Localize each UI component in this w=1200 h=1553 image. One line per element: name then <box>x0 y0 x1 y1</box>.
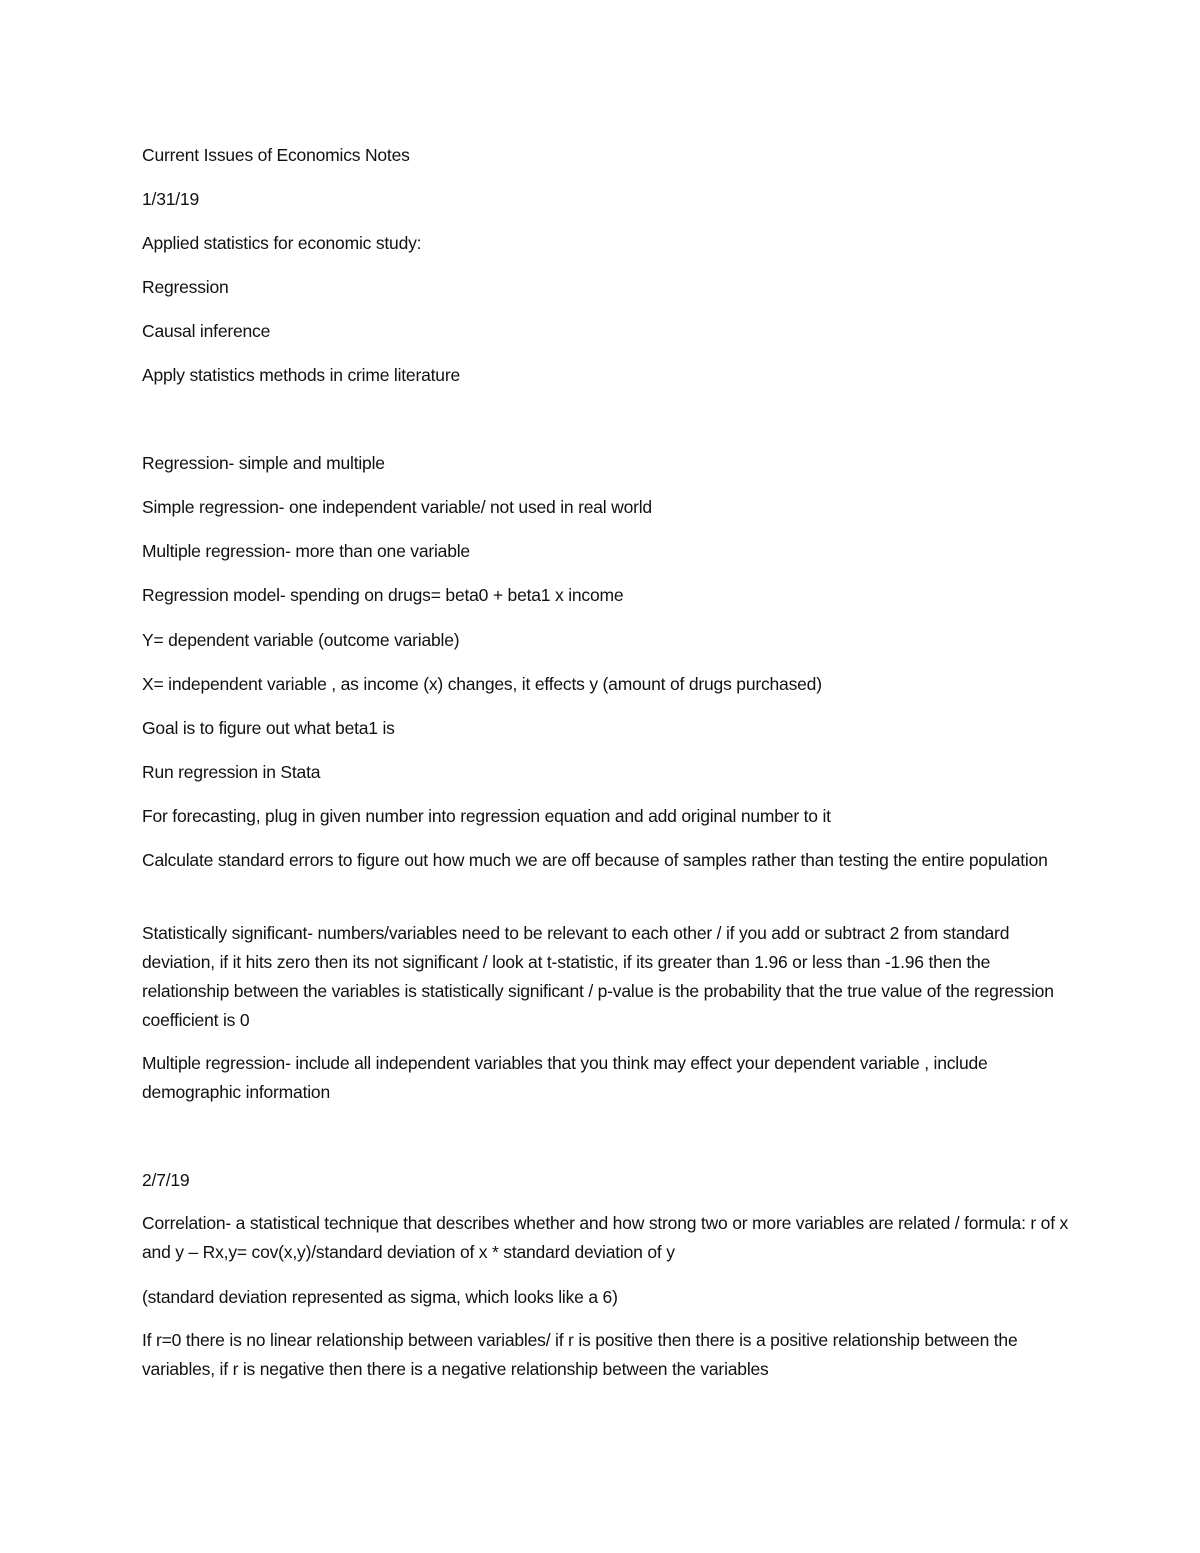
date-heading-2: 2/7/19 <box>142 1170 190 1190</box>
note-line: Multiple regression- more than one variable <box>142 541 470 561</box>
topics-heading: Applied statistics for economic study: <box>142 233 422 253</box>
note-paragraph: Correlation- a statistical technique that describes whether and how strong two or more variables are related / formula: r of x and y – Rx,y= cov(x,y)/standard deviation of x * standard deviation of y <box>142 1213 1069 1262</box>
document-title: Current Issues of Economics Notes <box>142 145 410 165</box>
topic-item: Causal inference <box>142 321 271 341</box>
note-line: Y= dependent variable (outcome variable) <box>142 630 460 650</box>
topic-item: Apply statistics methods in crime literature <box>142 365 460 385</box>
note-line: Run regression in Stata <box>142 762 321 782</box>
note-paragraph: Multiple regression- include all independent variables that you think may effect your dependent variable , include demographic information <box>142 1053 988 1102</box>
topic-item: Regression <box>142 277 229 297</box>
note-line: Simple regression- one independent variable/ not used in real world <box>142 497 652 517</box>
note-paragraph: Calculate standard errors to figure out how much we are off because of samples rather than testing the entire population <box>142 850 1048 870</box>
note-line: X= independent variable , as income (x) changes, it effects y (amount of drugs purchased) <box>142 674 822 694</box>
note-paragraph: If r=0 there is no linear relationship between variables/ if r is positive then there is a positive relationship between the variables, if r is negative then there is a negative relationship between the variables <box>142 1330 1018 1379</box>
note-line: Regression- simple and multiple <box>142 453 385 473</box>
note-paragraph: Statistically significant- numbers/variables need to be relevant to each other / if you add or subtract 2 from standard deviation, if it hits zero then its not significant / look at t-statistic, if its greater than 1.96 or less than -1.96 then the relationship between the variables is statistically significant / p-value is the probability that the true value of the regression coefficient is 0 <box>142 923 1054 1030</box>
note-line: Regression model- spending on drugs= beta0 + beta1 x income <box>142 585 624 605</box>
note-line: Goal is to figure out what beta1 is <box>142 718 395 738</box>
date-heading-1: 1/31/19 <box>142 189 199 209</box>
note-line: For forecasting, plug in given number into regression equation and add original number to it <box>142 806 831 826</box>
note-paragraph: (standard deviation represented as sigma, which looks like a 6) <box>142 1287 618 1307</box>
